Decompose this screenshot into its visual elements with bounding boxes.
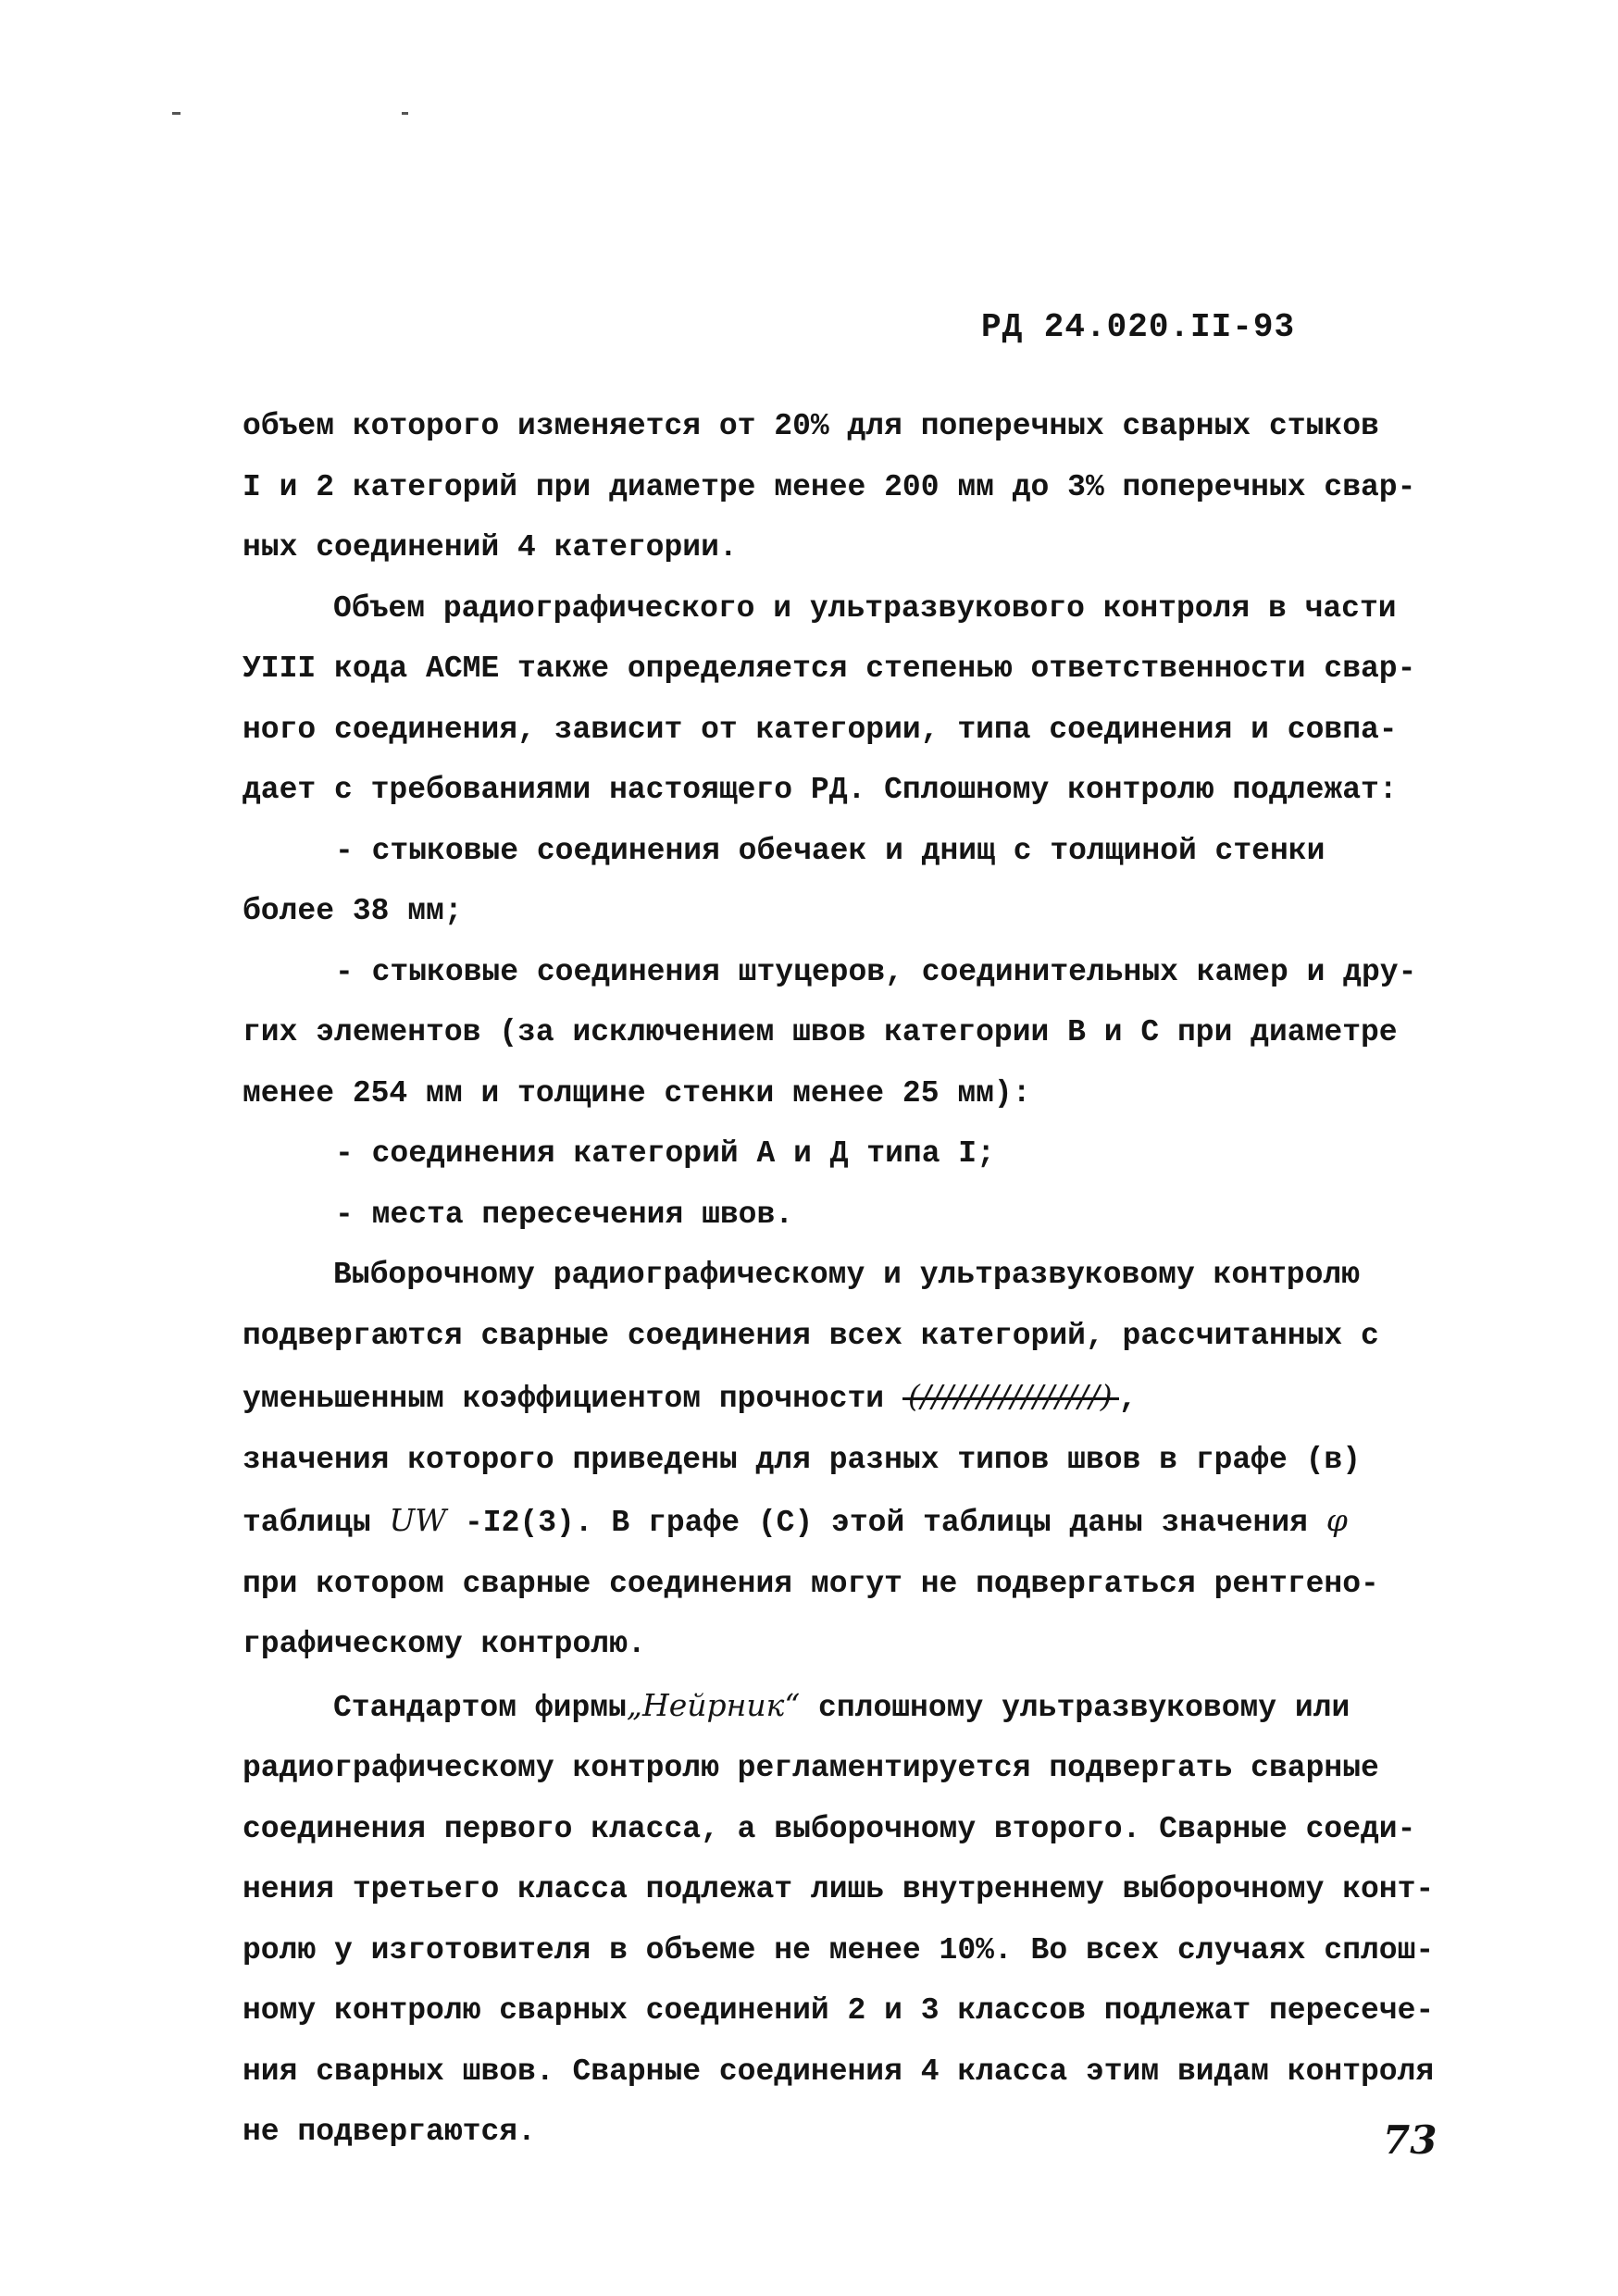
text-line: не подвергаются. (243, 2115, 536, 2149)
list-item: - места пересечения швов. (335, 1197, 794, 1232)
text-line: I и 2 категорий при диаметре менее 200 мм до 3% поперечных свар- (243, 469, 1416, 504)
text-line: ному контролю сварных соединений 2 и 3 классов подлежат пересече- (243, 1993, 1435, 2028)
text-line: УIII кода АСМЕ также определяется степенью ответственности свар- (243, 652, 1416, 686)
text-line (243, 1490, 1446, 1554)
text-line: гих элементов (за исключением швов категории В и С при диаметре (243, 1015, 1398, 1049)
text-line: при котором сварные соединения могут не подвергаться рентгено- (243, 1566, 1379, 1601)
text-fragment: Стандартом фирмы (333, 1690, 627, 1725)
text-line: ролю у изготовителя в объеме не менее 10%. Во всех случаях сплош- (243, 1932, 1435, 1967)
text-line: ных соединений 4 категории. (243, 530, 738, 565)
text-line: значения которого приведены для разных типов швов в графе (в) (243, 1442, 1361, 1477)
text-fragment: -I2(3). В графе (С) этой таблицы даны значения (464, 1506, 1308, 1540)
text-line: графическому контролю. (243, 1627, 646, 1661)
text-line: ния сварных швов. Сварные соединения 4 класса этим видам контроля (243, 2054, 1435, 2089)
scan-speck (172, 112, 180, 115)
text-line (243, 1675, 1446, 1739)
body-text (243, 396, 1446, 2163)
page-number: 73 (1383, 2117, 1438, 2163)
list-item: - стыковые соединения штуцеров, соединительных камер и дру- (335, 954, 1417, 989)
text-line: соединения первого класса, а выборочному второго. Сварные соеди- (243, 1811, 1416, 1846)
text-fragment: уменьшенным коэффициентом прочности (243, 1382, 885, 1416)
text-fragment: сплошному ультразвуковому или (818, 1690, 1350, 1725)
text-line: подвергаются сварные соединения всех категорий, рассчитанных с (243, 1318, 1379, 1353)
list-item: - стыковые соединения обечаек и днищ с толщиной стенки (335, 833, 1326, 868)
document-code: РД 24.020.II-93 (981, 308, 1296, 346)
handwritten-phi: φ (1326, 1502, 1348, 1538)
text-line: Объем радиографического и ультразвукового контроля в части (333, 590, 1397, 626)
scan-speck (402, 112, 408, 115)
handwritten-uw: UW (389, 1502, 447, 1538)
list-item: - соединения категорий А и Д типа I; (335, 1136, 995, 1171)
text-line: дает с требованиями настоящего РД. Сплошному контролю подлежат: (243, 773, 1398, 807)
handwritten-firm-name: „Нейрник“ (626, 1686, 801, 1723)
text-line: Выборочному радиографическому и ультразвуковому контролю (333, 1258, 1360, 1292)
text-line: менее 254 мм и толщине стенки менее 25 мм): (243, 1075, 1031, 1111)
text-line: уменьшенным коэффициентом прочности (////////////////) , (243, 1366, 1446, 1430)
text-line: ного соединения, зависит от категории, типа соединения и совпа- (243, 712, 1398, 747)
struck-out-handwriting: (////////////////) (902, 1366, 1119, 1427)
text-line: более 38 мм; (243, 894, 463, 928)
text-line: объем которого изменяется от 20% для поперечных сварных стыков (243, 409, 1379, 443)
text-line: радиографическому контролю регламентируется подвергать сварные (243, 1751, 1379, 1785)
text-line: нения третьего класса подлежат лишь внутреннему выборочному конт- (243, 1872, 1435, 1906)
text-fragment: таблицы (243, 1506, 371, 1540)
